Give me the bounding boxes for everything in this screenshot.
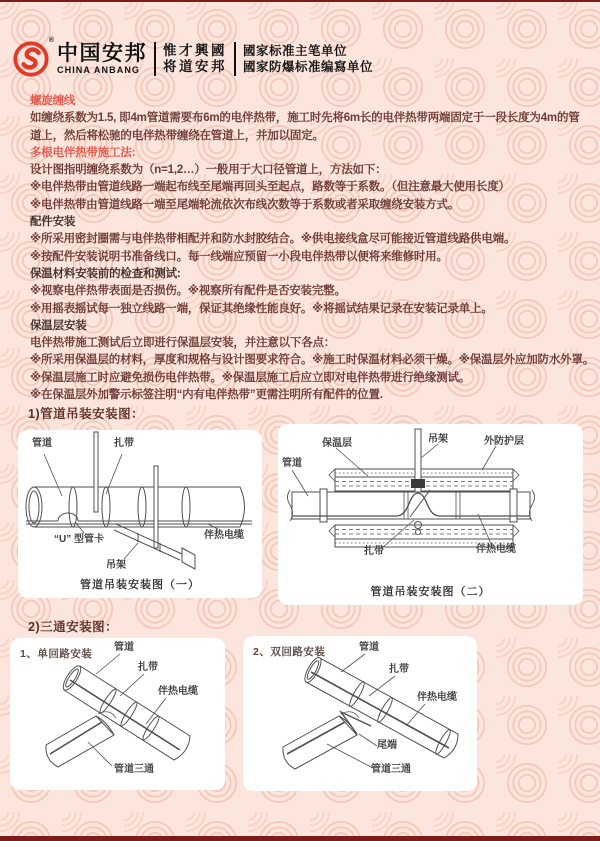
section2-title: 2)三通安装图： <box>28 620 119 634</box>
pipe-hanging-diagram-1 <box>18 430 262 598</box>
figure-pipe-hanging-1 <box>18 430 262 598</box>
heading-multi-strip-method: 多根电伴热带施工法: <box>30 146 136 159</box>
paragraph: ※按配件安装说明书准备线口。每一线端应预留一小段电伴热带以便将来维修时用。 <box>30 250 448 263</box>
label-u-clamp: “U” 型管卡 <box>54 534 104 545</box>
label-pipe: 管道 <box>32 438 52 449</box>
paragraph: ※保温层施工时应避免损伤电伴热带。※保温层施工后应立即对电伴热带进行绝缘测试。 <box>30 371 471 384</box>
paragraph: 电伴热带施工测试后立即进行保温层安装，并注意以下各点： <box>30 337 336 350</box>
heading-spiral-winding: 螺旋缠线 <box>30 95 76 107</box>
label-outer-layer: 外防护层 <box>484 436 524 447</box>
figure-tee-single-loop <box>10 638 225 790</box>
subtitle-double-loop: 2、双回路安装 <box>253 646 326 658</box>
brand-name-cn: 中国安邦 <box>57 42 147 65</box>
label-cable: 伴热电缆 <box>158 686 198 697</box>
label-cable: 伴热电缆 <box>417 692 457 703</box>
label-cable: 伴热电缆 <box>204 530 244 541</box>
header-divider <box>154 42 156 76</box>
label-tee: 管道三通 <box>114 764 154 775</box>
brand-name-en: CHINA ANBANG <box>57 65 141 75</box>
registered-mark: ® <box>48 37 54 44</box>
header-divider <box>234 42 236 76</box>
figure1-caption: 管道吊装安装图（一） <box>80 579 200 591</box>
label-tie: 扎带 <box>114 438 134 449</box>
brand-credentials <box>243 43 373 76</box>
tee-double-loop-diagram <box>243 636 477 791</box>
anbang-logo-icon <box>12 40 50 78</box>
paragraph: ※在保温层外加警示标签注明“内有电伴热带”更需注明所有配件的位置. <box>30 389 383 402</box>
brand-slogan <box>163 43 227 76</box>
label-tail-end: 尾端 <box>377 740 397 751</box>
label-insulation: 保温层 <box>322 438 352 449</box>
label-pipe: 管道 <box>114 642 134 653</box>
heading-insulation-install: 保温层安装 <box>30 319 87 332</box>
paragraph: ※所采用保温层的材料，厚度和规格与设计图要求符合。※施工时保温材料必须干燥。※保温层外应加防水外罩。 <box>30 354 595 367</box>
header <box>12 37 373 81</box>
heading-accessory-install: 配件安装 <box>30 216 76 229</box>
label-tie: 扎带 <box>364 546 384 557</box>
bottom-border-bar <box>0 836 600 841</box>
figure2-caption: 管道吊装安装图（二） <box>370 586 491 598</box>
credential-line-2: 國家防爆标准编寫单位 <box>243 60 374 74</box>
label-tie: 扎带 <box>138 662 158 673</box>
label-cable: 伴热电缆 <box>476 544 516 555</box>
heading-pre-insulation-check: 保温材料安装前的检查和测试: <box>30 267 181 280</box>
body-text <box>30 93 595 404</box>
paragraph: ※电伴热带由管道线路一端至尾端轮流依次布线次数等于系数或者采取缠绕安装方式。 <box>30 198 460 211</box>
subtitle-single-loop: 1、单回路安装 <box>20 648 93 660</box>
pipe-hanging-diagram-2 <box>278 424 583 605</box>
figure-pipe-hanging-2 <box>278 424 583 605</box>
paragraph: ※电伴热带由管道线路一端起布线至尾端再回头至起点，路数等于系数。（但注意最大使用长度） <box>30 181 510 194</box>
brand-name <box>57 43 147 75</box>
top-border-bar <box>0 0 600 2</box>
paragraph: ※视察电伴热带表面是否损伤。※视察所有配件是否安装完整。 <box>30 285 346 298</box>
paragraph: 如缠绕系数为1.5, 即4m管道需要布6m的电伴热带，施工时先将6m长的电伴热带两端固定于一段长度为4m的管道上，然后将松驰的电伴热带缠绕在管道上，并加以固定。 <box>30 112 580 142</box>
label-pipe: 管道 <box>282 458 302 469</box>
section1-title: 1)管道吊装安装图： <box>28 407 145 421</box>
paragraph: ※用摇表摇试每一独立线路一端，保证其绝缘性能良好。※将摇试结果记录在安装记录单上。 <box>30 302 493 315</box>
label-hanger: 吊架 <box>106 560 126 571</box>
brand-logo <box>12 37 54 78</box>
figure-tee-double-loop <box>243 636 477 791</box>
paragraph: ※所采用密封圈需与电伴热带相配并和防水封胶结合。※供电接线盒尽可能接近管道线路供电端。 <box>30 233 516 246</box>
label-hanger: 吊架 <box>428 434 448 445</box>
credential-line-1: 國家标准主笔单位 <box>243 43 348 58</box>
paragraph: 设计图指明缠绕系数为（n=1,2…）一般用于大口径管道上，方法如下： <box>30 164 387 177</box>
label-tie: 扎带 <box>389 664 409 675</box>
slogan-line-1: 惟才興國 <box>163 42 227 58</box>
label-pipe: 管道 <box>359 642 379 653</box>
label-tee: 管道三通 <box>371 764 411 775</box>
slogan-line-2: 将道安邦 <box>163 59 227 74</box>
